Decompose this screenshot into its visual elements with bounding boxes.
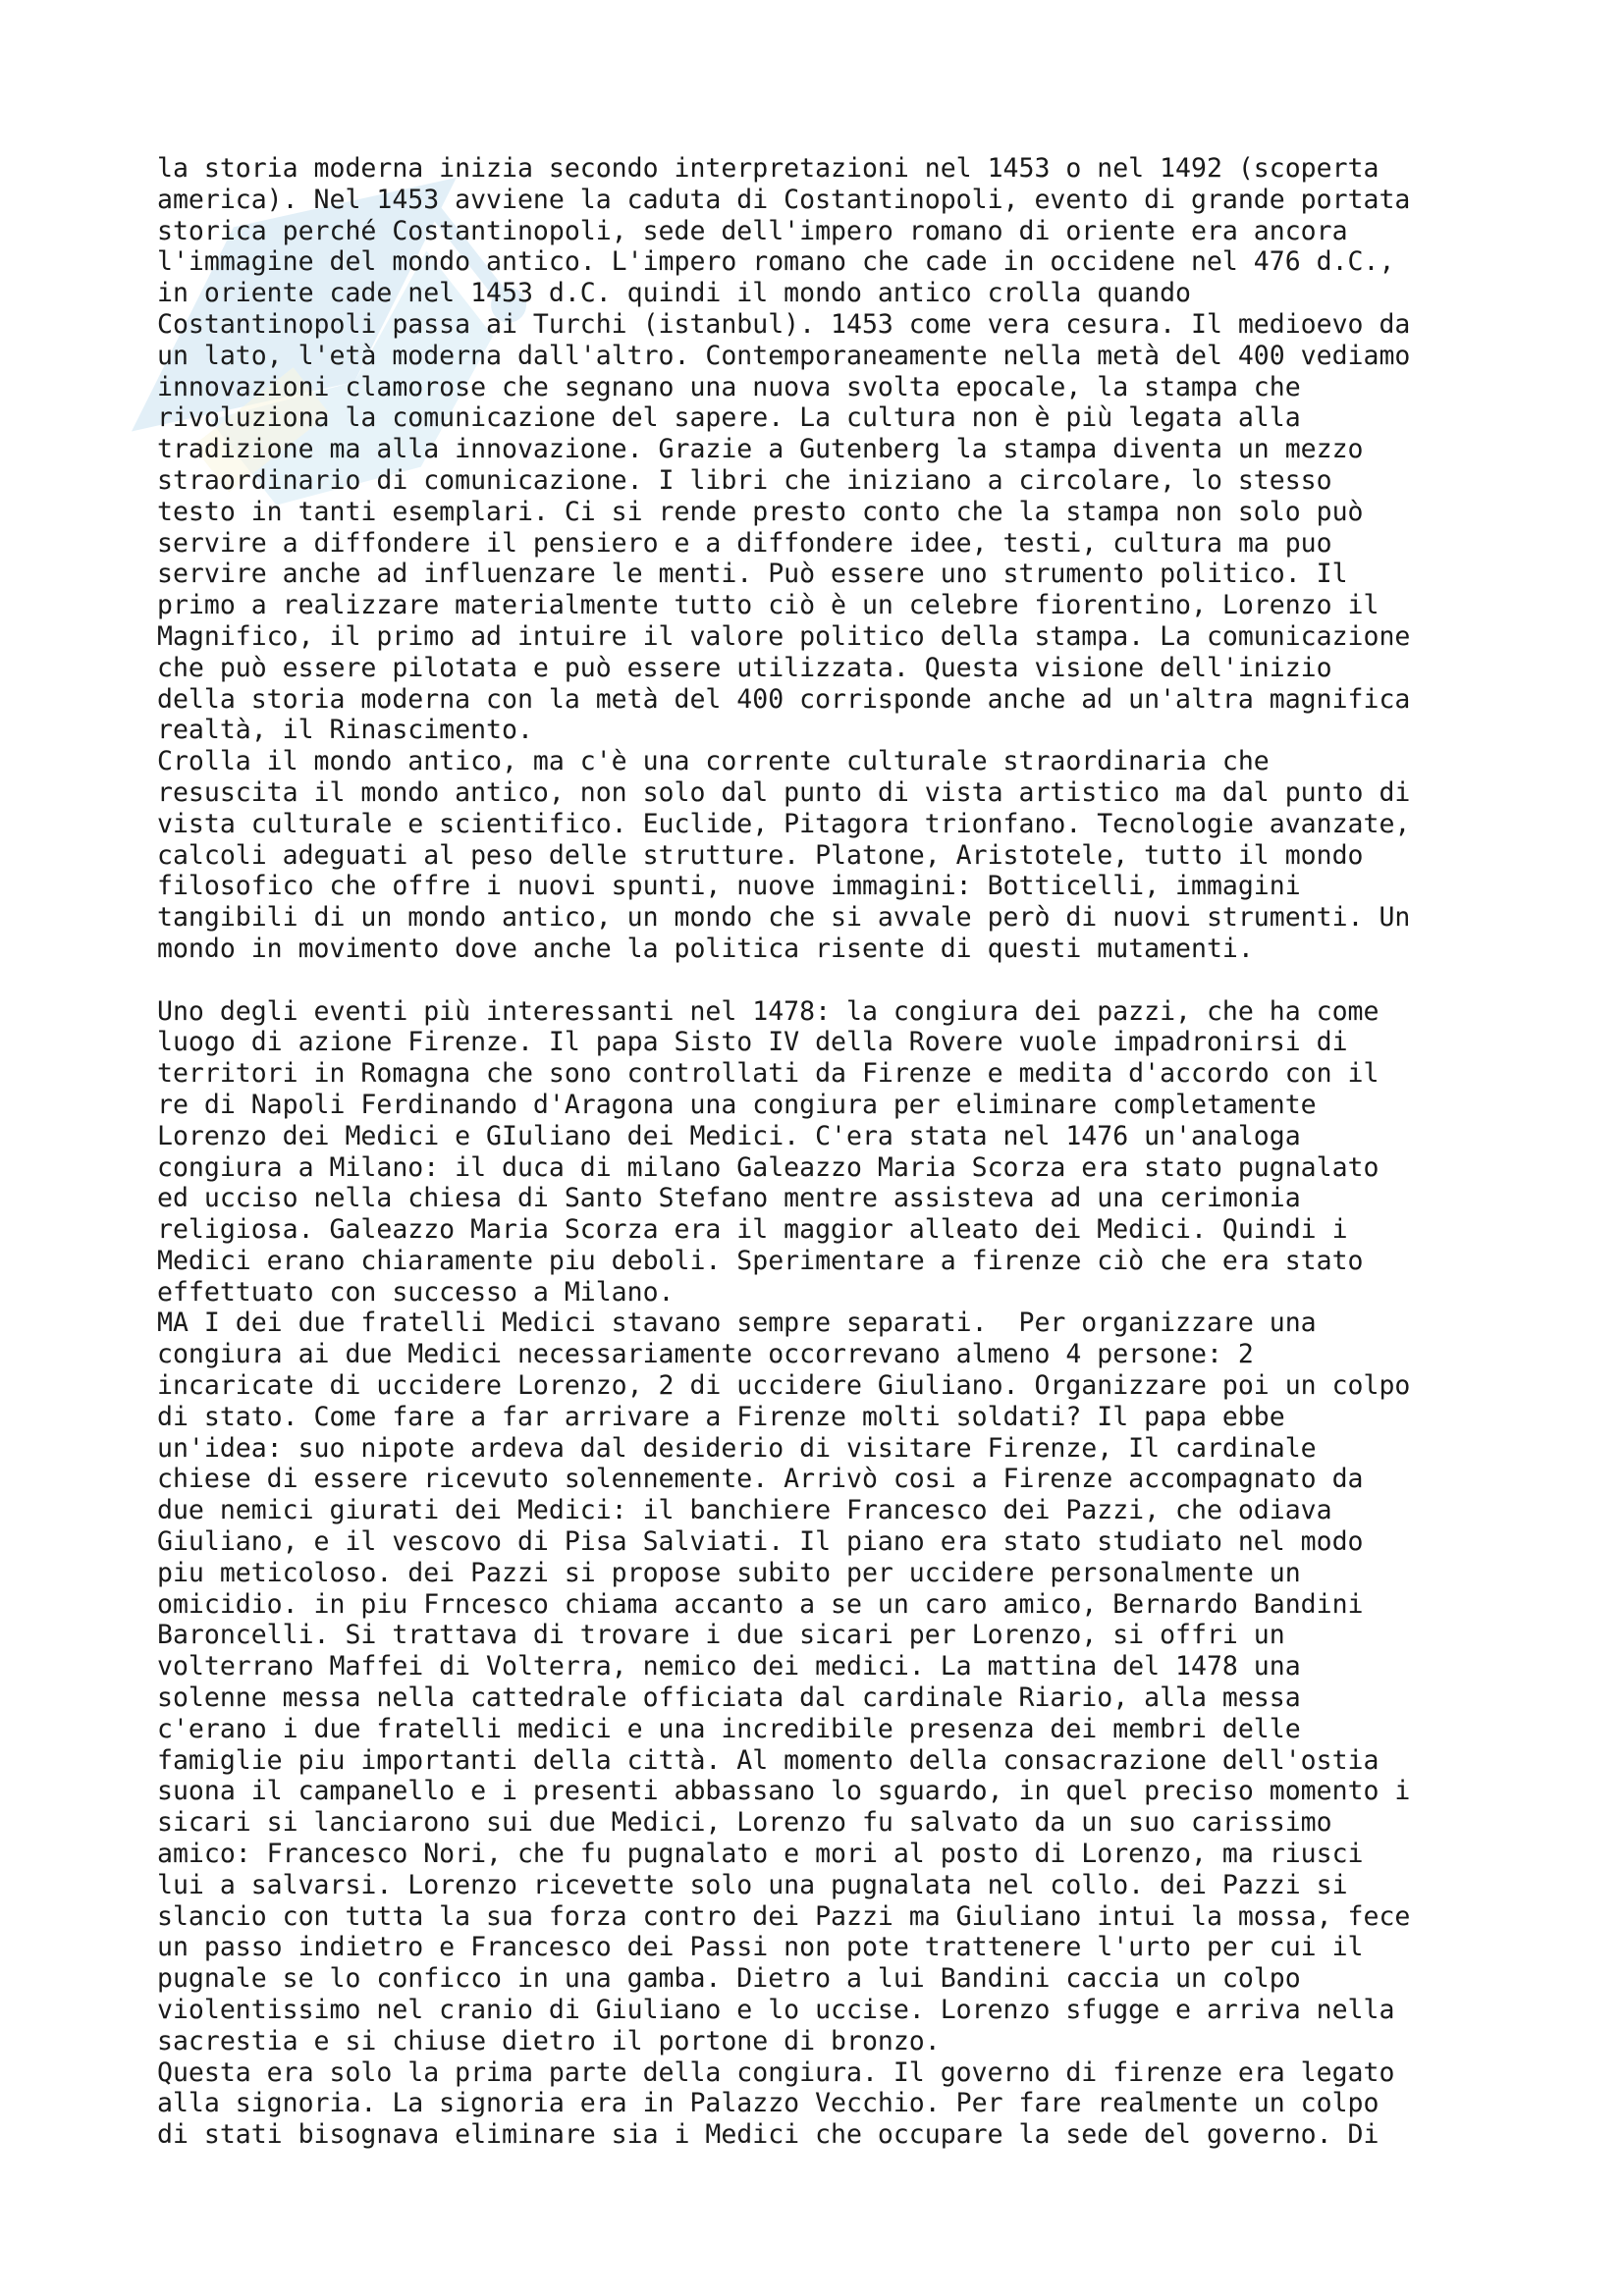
text-line: un'idea: suo nipote ardeva dal desiderio di visitare Firenze, Il cardinale xyxy=(157,1432,1317,1464)
text-line: rivoluziona la comunicazione del sapere. La cultura non è più legata alla xyxy=(157,402,1301,434)
text-line: la storia moderna inizia secondo interpretazioni nel 1453 o nel 1492 (scoperta xyxy=(157,153,1380,184)
text-line: MA I dei due fratelli Medici stavano sempre separati. Per organizzare una xyxy=(157,1308,1317,1339)
text-line: Giuliano, e il vescovo di Pisa Salviati. Il piano era stato studiato nel modo xyxy=(157,1526,1364,1558)
text-line: che può essere pilotata e può essere utilizzata. Questa visione dell'inizio xyxy=(157,652,1332,683)
text-line: piu meticoloso. dei Pazzi si propose subito per uccidere personalmente un xyxy=(157,1557,1301,1588)
text-line: re di Napoli Ferdinando d'Aragona una congiura per eliminare completamente xyxy=(157,1089,1317,1120)
text-line: sicari si lanciarono sui due Medici, Lorenzo fu salvato da un suo carissimo xyxy=(157,1807,1332,1839)
text-line: amico: Francesco Nori, che fu pugnalato e mori al posto di Lorenzo, ma riusci xyxy=(157,1839,1364,1870)
text-line: vista culturale e scientifico. Euclide, Pitagora trionfano. Tecnologie avanzate, xyxy=(157,808,1411,839)
text-line: Lorenzo dei Medici e GIuliano dei Medici. C'era stata nel 1476 un'analoga xyxy=(157,1120,1301,1151)
text-line: incaricate di uccidere Lorenzo, 2 di uccidere Giuliano. Organizzare poi un colpo xyxy=(157,1370,1411,1402)
paragraph xyxy=(157,2057,1492,2151)
text-line: Crolla il mondo antico, ma c'è una corrente culturale straordinaria che xyxy=(157,746,1270,777)
text-line: sacrestia e si chiuse dietro il portone di bronzo. xyxy=(157,2025,941,2056)
text-line: effettuato con successo a Milano. xyxy=(157,1276,675,1308)
text-line: america). Nel 1453 avviene la caduta di Costantinopoli, evento di grande portata xyxy=(157,184,1411,215)
text-line: realtà, il Rinascimento. xyxy=(157,715,533,746)
paragraph xyxy=(157,996,1492,1308)
text-line: chiese di essere ricevuto solennemente. Arrivò cosi a Firenze accompagnato da xyxy=(157,1464,1364,1495)
document-body xyxy=(157,153,1492,2151)
text-line: testo in tanti esemplari. Ci si rende presto conto che la stampa non solo può xyxy=(157,496,1364,527)
text-line: storica perché Costantinopoli, sede dell'impero romano di oriente era ancora xyxy=(157,215,1348,246)
text-line: suona il campanello e i presenti abbassano lo sguardo, in quel preciso momento i xyxy=(157,1776,1411,1807)
text-line: servire a diffondere il pensiero e a diffondere idee, testi, cultura ma puo xyxy=(157,527,1332,559)
text-line: innovazioni clamorose che segnano una nuova svolta epocale, la stampa che xyxy=(157,371,1301,402)
text-line: c'erano i due fratelli medici e una incredibile presenza dei membri delle xyxy=(157,1713,1301,1744)
text-line: territori in Romagna che sono controllati da Firenze e medita d'accordo con il xyxy=(157,1058,1380,1090)
text-line: un lato, l'età moderna dall'altro. Contemporaneamente nella metà del 400 vediamo xyxy=(157,340,1411,371)
text-line: mondo in movimento dove anche la politica risente di questi mutamenti. xyxy=(157,933,1254,964)
text-line xyxy=(157,965,1492,996)
text-line: della storia moderna con la metà del 400 corrisponde anche ad un'altra magnifica xyxy=(157,683,1411,715)
text-line: Magnifico, il primo ad intuire il valore politico della stampa. La comunicazione xyxy=(157,620,1411,652)
text-line: due nemici giurati dei Medici: il banchiere Francesco dei Pazzi, che odiava xyxy=(157,1495,1332,1526)
text-line: resuscita il mondo antico, non solo dal punto di vista artistico ma dal punto di xyxy=(157,776,1411,808)
text-line: di stati bisognava eliminare sia i Medici che occupare la sede del governo. Di xyxy=(157,2119,1380,2151)
text-line: Costantinopoli passa ai Turchi (istanbul). 1453 come vera cesura. Il medioevo da xyxy=(157,308,1411,340)
text-line: congiura a Milano: il duca di milano Galeazzo Maria Scorza era stato pugnalato xyxy=(157,1151,1380,1183)
text-line: l'immagine del mondo antico. L'impero romano che cade in occidene nel 476 d.C., xyxy=(157,246,1395,278)
text-line: slancio con tutta la sua forza contro dei Pazzi ma Giuliano intui la mossa, fece xyxy=(157,1900,1411,1932)
text-line: primo a realizzare materialmente tutto ciò è un celebre fiorentino, Lorenzo il xyxy=(157,590,1380,621)
text-line: religiosa. Galeazzo Maria Scorza era il maggior alleato dei Medici. Quindi i xyxy=(157,1214,1348,1246)
text-line: congiura ai due Medici necessariamente occorrevano almeno 4 persone: 2 xyxy=(157,1339,1254,1370)
text-line: solenne messa nella cattedrale officiata dal cardinale Riario, alla messa xyxy=(157,1682,1301,1714)
text-line: volterrano Maffei di Volterra, nemico dei medici. La mattina del 1478 una xyxy=(157,1651,1301,1682)
text-line: alla signoria. La signoria era in Palazzo Vecchio. Per fare realmente un colpo xyxy=(157,2088,1380,2119)
text-line: famiglie piu importanti della città. Al momento della consacrazione dell'ostia xyxy=(157,1744,1380,1776)
text-line: lui a salvarsi. Lorenzo ricevette solo una pugnalata nel collo. dei Pazzi si xyxy=(157,1869,1348,1900)
text-line: Baroncelli. Si trattava di trovare i due sicari per Lorenzo, si offri un xyxy=(157,1620,1285,1651)
text-line: omicidio. in piu Frncesco chiama accanto a se un caro amico, Bernardo Bandini xyxy=(157,1588,1364,1620)
text-line: luogo di azione Firenze. Il papa Sisto IV della Rovere vuole impadronirsi di xyxy=(157,1027,1348,1058)
text-line: tradizione ma alla innovazione. Grazie a Gutenberg la stampa diventa un mezzo xyxy=(157,434,1364,465)
paragraph xyxy=(157,746,1492,995)
text-line: calcoli adeguati al peso delle strutture. Platone, Aristotele, tutto il mondo xyxy=(157,839,1364,871)
text-line: violentissimo nel cranio di Giuliano e lo uccise. Lorenzo sfugge e arriva nella xyxy=(157,1995,1395,2026)
text-line: un passo indietro e Francesco dei Passi non pote trattenere l'urto per cui il xyxy=(157,1932,1364,1963)
text-line: Medici erano chiaramente piu deboli. Sperimentare a firenze ciò che era stato xyxy=(157,1245,1364,1276)
paragraph xyxy=(157,1308,1492,2056)
text-line: Questa era solo la prima parte della congiura. Il governo di firenze era legato xyxy=(157,2056,1395,2088)
text-line: Uno degli eventi più interessanti nel 1478: la congiura dei pazzi, che ha come xyxy=(157,995,1380,1027)
paragraph xyxy=(157,153,1492,746)
text-line: ed ucciso nella chiesa di Santo Stefano mentre assisteva ad una cerimonia xyxy=(157,1183,1301,1214)
text-line: servire anche ad influenzare le menti. Può essere uno strumento politico. Il xyxy=(157,559,1348,590)
text-line: pugnale se lo conficco in una gamba. Dietro a lui Bandini caccia un colpo xyxy=(157,1963,1301,1995)
text-line: in oriente cade nel 1453 d.C. quindi il mondo antico crolla quando xyxy=(157,278,1191,309)
text-line: tangibili di un mondo antico, un mondo che si avvale però di nuovi strumenti. Un xyxy=(157,902,1411,934)
text-line: di stato. Come fare a far arrivare a Firenze molti soldati? Il papa ebbe xyxy=(157,1401,1285,1432)
text-line: filosofico che offre i nuovi spunti, nuove immagini: Botticelli, immagini xyxy=(157,871,1301,902)
text-line: straordinario di comunicazione. I libri che iniziano a circolare, lo stesso xyxy=(157,464,1332,496)
